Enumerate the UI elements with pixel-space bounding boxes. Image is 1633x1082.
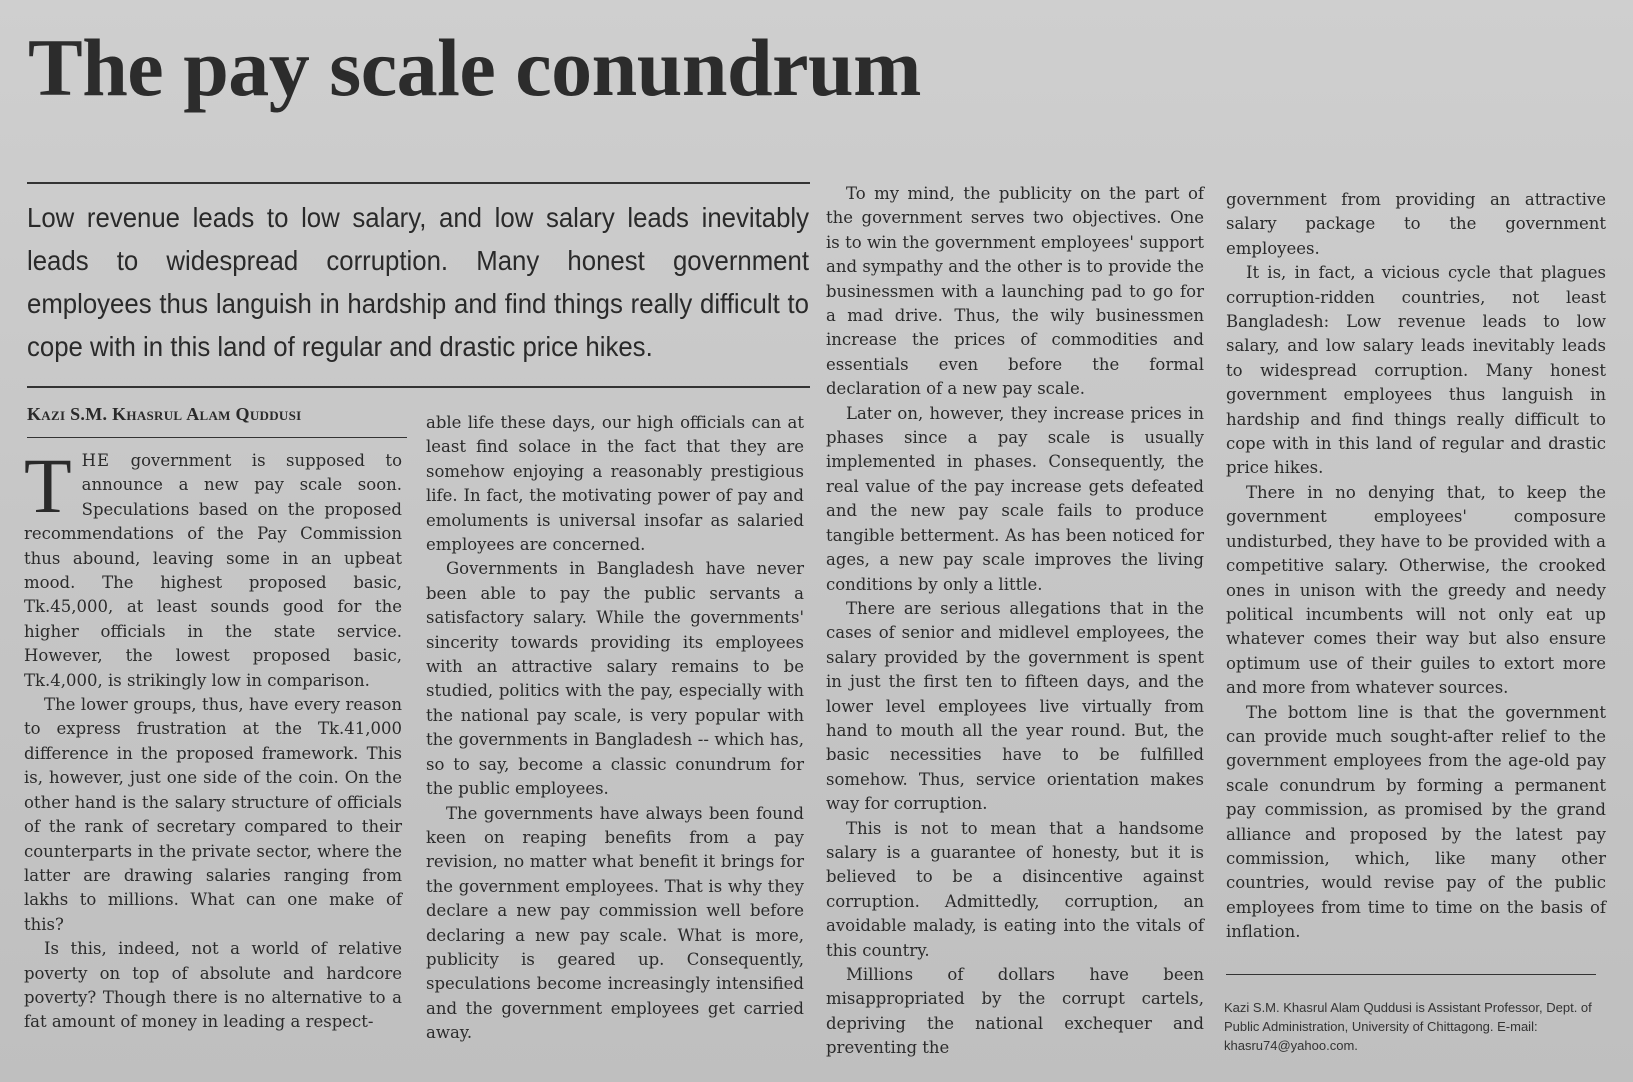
paragraph: To my mind, the publicity on the part of the government serves two objectives. One is to win the government employees' support and sympathy and the other is to provide the businessmen with a launching pad to go for a mad drive. Thus, the wily businessmen increase the prices of commodities and essentials even before the formal declaration of a new pay scale. bbox=[826, 184, 1204, 399]
paragraph-text: government is supposed to announce a new pay scale soon. Speculations based on the proposed recommendations of the Pay Commission thus abound, leaving some in an upbeat mood. The highest proposed basic, Tk.45,000, at least sounds good for the higher officials in the state service. However, the lowest proposed basic, Tk.4,000, is strikingly low in comparison. bbox=[24, 451, 402, 690]
paragraph: The governments have always been found keen on reaping benefits from a pay revision, no matter what benefit it brings for the government employees. That is why they declare a new pay commission well before declaring a new pay scale. What is more, publicity is geared up. Consequently, speculations become increasingly intensified and the government employees get carried away. bbox=[426, 803, 804, 1043]
byline: Kazi S.M. Khasrul Alam Quddusi bbox=[27, 404, 302, 424]
paragraph: Later on, however, they increase prices in phases since a pay scale is usually implemented in phases. Consequently, the real value of the pay increase gets defeated and the new pay scale fails to produce tangible betterment. As has been noticed for ages, a new pay scale improves the living conditions by only a little. bbox=[826, 403, 1204, 594]
drop-cap: T bbox=[24, 442, 72, 529]
paragraph: It is, in fact, a vicious cycle that plagues corruption-ridden countries, not least Bangladesh: Low revenue leads to low salary, and low salary leads inevitably leads to widespread corruption. Many honest government employees thus languish in hardship and find things really difficult to cope with in this land of regular and drastic price hikes. bbox=[1226, 263, 1606, 478]
paragraph: able life these days, our high officials can at least find solace in the fact that they are somehow enjoying a reasonably prestigious life. In fact, the motivating power of pay and emoluments is universal insofar as salaried employees are concerned. bbox=[426, 413, 804, 555]
column-4 bbox=[1226, 188, 1606, 945]
deck-top-rule bbox=[27, 182, 810, 184]
byline-rule bbox=[27, 437, 407, 438]
deck-summary: Low revenue leads to low salary, and low salary leads inevitably leads to widespread corruption. Many honest government employees thus languish in hardship and find things really difficult to cope with in this land of regular and drastic price hikes. bbox=[27, 202, 809, 362]
paragraph: This is not to mean that a handsome salary is a guarantee of honesty, but it is believed to be a disincentive against corruption. Admittedly, corruption, an avoidable malady, is eating into the vitals of this country. bbox=[826, 818, 1204, 960]
paragraph: Millions of dollars have been misappropriated by the corrupt cartels, depriving the national exchequer and preventing the bbox=[826, 965, 1204, 1058]
column-3 bbox=[826, 182, 1204, 1061]
headline: The pay scale conundrum bbox=[28, 22, 921, 113]
paragraph: The bottom line is that the government can provide much sought-after relief to the government employees from the age-old pay scale conundrum by forming a permanent pay commission, as promised by the grand alliance and proposed by the latest pay commission, which, like many other countries, would revise pay of the public employees from time to time on the basis of inflation. bbox=[1226, 702, 1606, 942]
paragraph bbox=[24, 442, 402, 693]
column-1 bbox=[24, 442, 402, 1035]
deck-bottom-rule bbox=[27, 386, 810, 388]
column-2 bbox=[426, 411, 804, 1046]
paragraph: There in no denying that, to keep the government employees' composure undisturbed, they have to be provided with a competitive salary. Otherwise, the crooked ones in unison with the greedy and needy political incumbents will not only eat up whatever comes their way but also ensure optimum use of their guiles to extort more and more from whatever sources. bbox=[1226, 482, 1606, 698]
paragraph: Governments in Bangladesh have never been able to pay the public servants a satisfactory salary. While the governments' sincerity towards providing its employees with an attractive salary remains to be studied, politics with the pay, especially with the national pay scale, is very popular with the governments in Bangladesh -- which has, so to say, become a classic conundrum for the public employees. bbox=[426, 559, 804, 799]
paragraph: government from providing an attractive salary package to the government employees. bbox=[1226, 190, 1606, 258]
paragraph: Is this, indeed, not a world of relative poverty on top of absolute and hardcore poverty? Though there is no alternative to a fat amount of money in leading a respect- bbox=[24, 939, 402, 1032]
author-bio: Kazi S.M. Khasrul Alam Quddusi is Assistant Professor, Dept. of Public Administration, University of Chittagong. E-mail: khasru74@yahoo.com. bbox=[1224, 1000, 1592, 1053]
paragraph: The lower groups, thus, have every reason to express frustration at the Tk.41,000 difference in the proposed framework. This is, however, just one side of the coin. On the other hand is the salary structure of officials of the rank of secretary compared to their counterparts in the private sector, where the latter are drawing salaries ranging from lakhs to millions. What can one make of this? bbox=[24, 695, 402, 934]
paragraph: There are serious allegations that in the cases of senior and midlevel employees, the salary provided by the government is spent in just the first ten to fifteen days, and the lower level employees live virtually from hand to mouth all the year round. But, the basic necessities have to be fulfilled somehow. Thus, service orientation makes way for corruption. bbox=[826, 598, 1204, 814]
bio-rule bbox=[1226, 974, 1596, 975]
lead-caps: HE bbox=[81, 451, 111, 470]
